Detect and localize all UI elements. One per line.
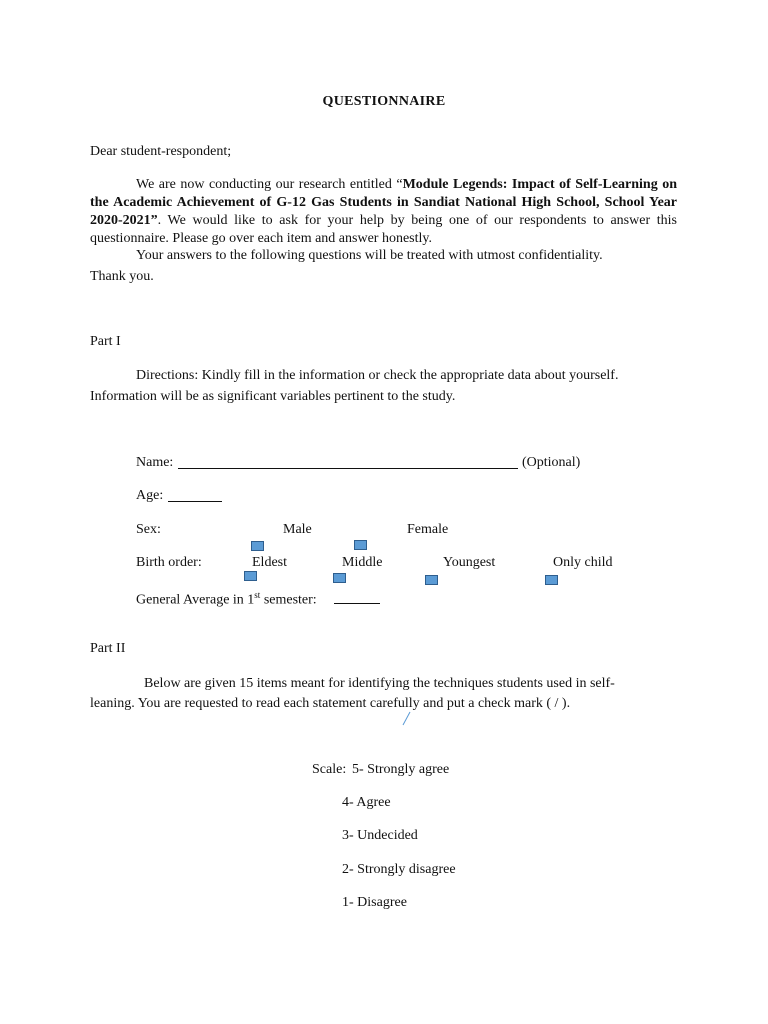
- birth-order-label: Birth order:: [136, 555, 202, 570]
- directions-line1: Directions: Kindly fill in the information or check the appropriate data about yourself.: [136, 368, 619, 383]
- intro-text-end: . We would like to ask for your help by being one of our respondents to answer this questionnaire. Please go over each item and answer honestly.: [90, 213, 677, 246]
- scale-label: Scale:: [312, 762, 347, 777]
- age-label: Age:: [136, 488, 164, 503]
- sex-option-female: Female: [407, 522, 449, 537]
- part2-intro-line1: Below are given 15 items meant for identifying the techniques students used in self-: [144, 676, 615, 691]
- middle-checkbox[interactable]: [333, 573, 346, 583]
- page-title: QUESTIONNAIRE: [322, 94, 446, 109]
- sex-option-male: Male: [283, 522, 312, 537]
- general-average-label: General Average in 1st semester:: [136, 590, 317, 608]
- age-field[interactable]: [168, 489, 222, 502]
- part1-heading: Part I: [90, 334, 121, 349]
- birth-order-eldest: Eldest: [252, 555, 287, 570]
- female-checkbox[interactable]: [354, 540, 367, 550]
- birth-order-middle: Middle: [342, 555, 383, 570]
- scale-item-5: 5- Strongly agree: [352, 762, 450, 777]
- birth-order-youngest: Youngest: [443, 555, 496, 570]
- name-field[interactable]: [178, 456, 518, 469]
- thank-you: Thank you.: [90, 269, 154, 284]
- youngest-checkbox[interactable]: [425, 575, 438, 585]
- research-title: Module Legends: Impact of Self-Learning on the Academic Achievement of G-12 Gas Students in Sandiat National High School, School Year 2020-2021”: [90, 177, 677, 228]
- directions-line2: Information will be as significant variables pertinent to the study.: [90, 389, 456, 404]
- intro-paragraph: [90, 176, 677, 248]
- check-mark-icon: [400, 711, 412, 727]
- birth-order-only-child: Only child: [553, 555, 613, 570]
- sex-label: Sex:: [136, 522, 161, 537]
- scale-item-1: 1- Disagree: [342, 895, 407, 910]
- confidentiality-note: Your answers to the following questions will be treated with utmost confidentiality.: [136, 248, 603, 263]
- intro-text-start: We are now conducting our research entitled “: [136, 177, 403, 192]
- name-label: Name:: [136, 455, 174, 470]
- salutation: Dear student-respondent;: [90, 144, 232, 159]
- part2-heading: Part II: [90, 641, 126, 656]
- general-average-field[interactable]: [334, 591, 380, 604]
- male-checkbox[interactable]: [251, 541, 264, 551]
- scale-item-4: 4- Agree: [342, 795, 391, 810]
- part2-intro-line2: leaning. You are requested to read each statement carefully and put a check mark ( / ).: [90, 696, 571, 711]
- eldest-checkbox[interactable]: [244, 571, 257, 581]
- name-optional: (Optional): [522, 455, 581, 470]
- scale-item-2: 2- Strongly disagree: [342, 862, 456, 877]
- scale-item-3: 3- Undecided: [342, 828, 418, 843]
- only-child-checkbox[interactable]: [545, 575, 558, 585]
- ordinal-suffix: st: [254, 590, 261, 600]
